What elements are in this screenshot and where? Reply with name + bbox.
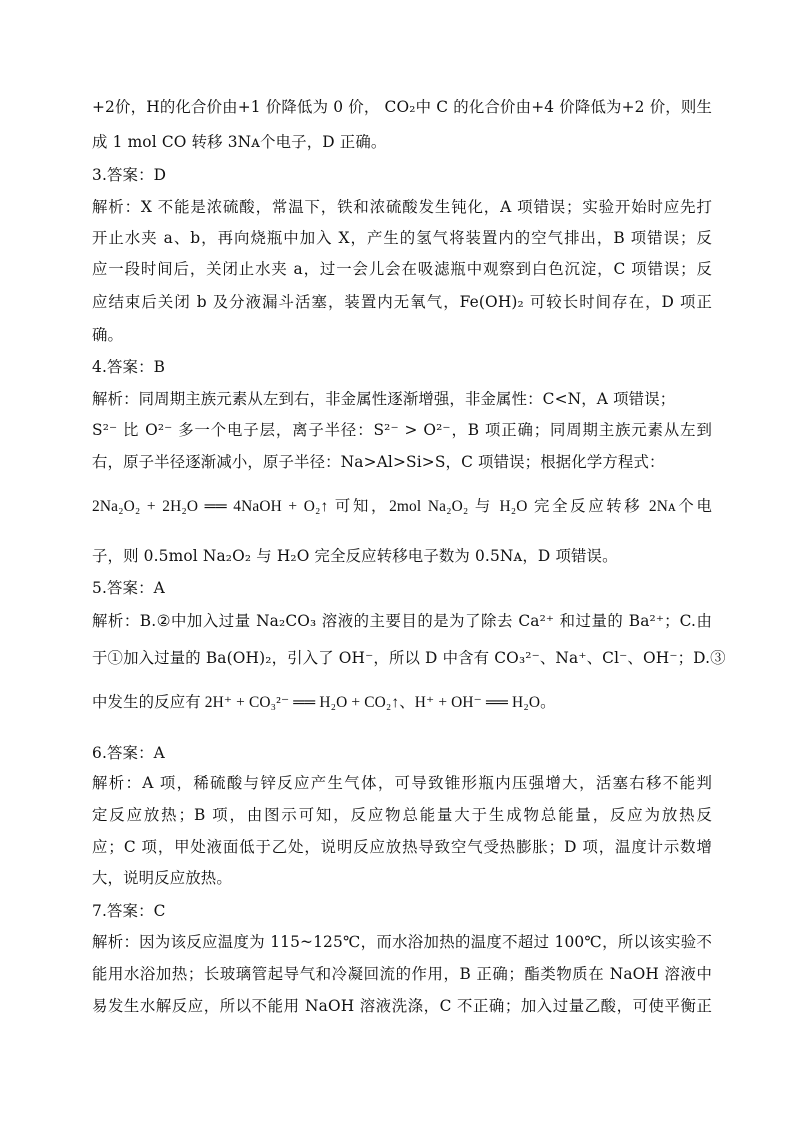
text-line: 解析：同周期主族元素从左到右，非金属性逐渐增强，非金属性：C<N，A 项错误； [92, 390, 676, 408]
text-line: 应结束后关闭 b 及分液漏斗活塞，装置内无氧气，Fe(OH)₂ 可较长时间存在，D 项正 [92, 293, 712, 311]
text-line: 解析：B.②中加入过量 Na₂CO₃ 溶液的主要目的是为了除去 Ca²⁺ 和过量的 Ba²⁺；C.由 [92, 612, 712, 630]
text-line: 子，则 0.5mol Na₂O₂ 与 H₂O 完全反应转移电子数为 0.5Nᴀ，D 项错误。 [92, 547, 618, 565]
text-line: 应一段时间后，关闭止水夹 a，过一会儿会在吸滤瓶中观察到白色沉淀，C 项错误；反 [92, 260, 712, 278]
text-line: 易发生水解反应，所以不能用 NaOH 溶液洗涤，C 不正确；加入过量乙酸，可使平衡正 [92, 997, 712, 1015]
text-line: 能用水浴加热；长玻璃管起导气和冷凝回流的作用，B 正确；酯类物质在 NaOH 溶液中 [92, 965, 712, 983]
text-line: 解析：X 不能是浓硫酸，常温下，铁和浓硫酸发生钝化，A 项错误；实验开始时应先打 [92, 198, 712, 216]
text-line: 定反应放热；B 项，由图示可知，反应物总能量大于生成物总能量，反应为放热反 [92, 806, 712, 824]
text-line: 于①加入过量的 Ba(OH)₂，引入了 OH⁻，所以 D 中含有 CO₃²⁻、Na⁺、Cl⁻、OH⁻；D.③ [92, 649, 726, 667]
text-line: 成 1 mol CO 转移 3Nᴀ个电子，D 正确。 [92, 133, 387, 151]
text-line: 开止水夹 a、b，再向烧瓶中加入 X，产生的氢气将装置内的空气排出，B 项错误；反 [92, 229, 712, 247]
text-line: 右，原子半径逐渐减小，原子半径：Na>Al>Si>S，C 项错误；根据化学方程式： [92, 453, 665, 471]
answer-heading: 3.答案：D [92, 166, 167, 184]
answer-heading: 4.答案：B [92, 358, 166, 376]
chemical-equation-line: 中发生的反应有 2H⁺ + CO₃²⁻ ══ H₂O + CO₂↑、H⁺ + OH⁻ ══ H₂O。 [92, 694, 556, 711]
answer-heading: 6.答案：A [92, 744, 165, 762]
text-line: 解析：因为该反应温度为 115~125℃，而水浴加热的温度不超过 100℃，所以该实验不 [92, 933, 712, 951]
answer-heading: 7.答案：C [92, 902, 166, 920]
chemical-equation-line: 2Na₂O₂ + 2H₂O ══ 4NaOH + O₂↑ 可知，2mol Na₂O₂ 与 H₂O 完全反应转移 2Nᴀ个电 [92, 498, 712, 515]
text-line: 解析：A 项，稀硫酸与锌反应产生气体，可导致锥形瓶内压强增大，活塞右移不能判 [92, 774, 712, 792]
text-line: 确。 [92, 326, 124, 344]
text-line: +2价，H的化合价由+1 价降低为 0 价， CO₂中 C 的化合价由+4 价降低为+2 价，则生 [92, 98, 712, 116]
answer-heading: 5.答案：A [92, 579, 165, 597]
text-line: 应；C 项，甲处液面低于乙处，说明反应放热导致空气受热膨胀；D 项，温度计示数增 [92, 838, 712, 856]
text-line: 大，说明反应放热。 [92, 869, 232, 887]
text-line: S²⁻ 比 O²⁻ 多一个电子层，离子半径：S²⁻ > O²⁻，B 项正确；同周期主族元素从左到 [92, 421, 712, 439]
